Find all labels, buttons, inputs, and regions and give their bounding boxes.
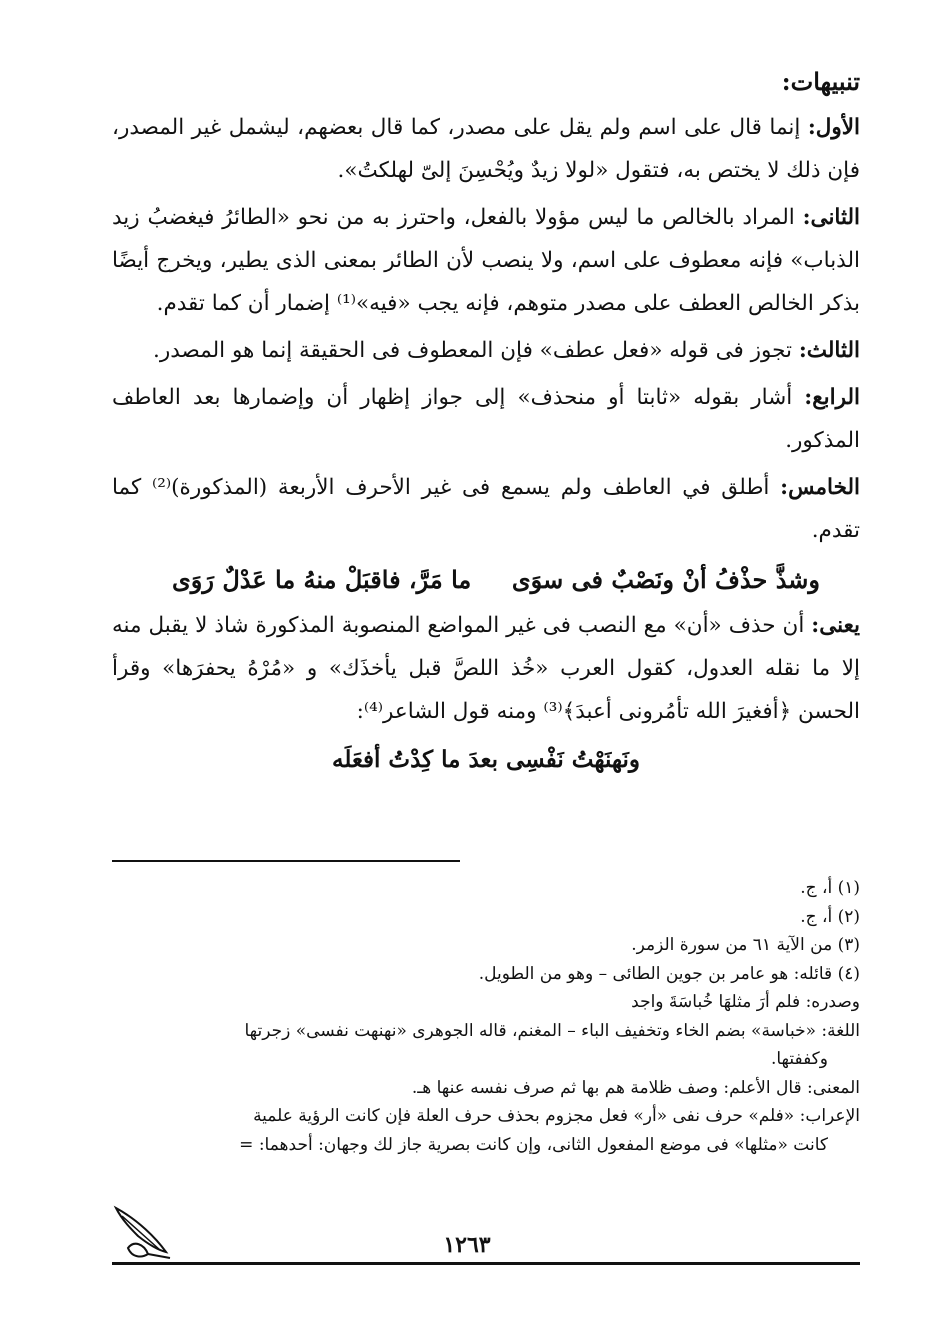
footnote: اللغة: «خباسة» بضم الخاء وتخفيف الباء – المغنم، قاله الجوهرى «نهنهت نفسى» زجرتها <box>244 1020 860 1041</box>
footnote: (٢) أ، ج. <box>800 906 860 927</box>
footnote: كانت «مثلها» فى موضع المفعول الثانى، وإن كانت بصرية جاز لك وجهان: أحدهما: = <box>239 1134 828 1155</box>
footnote: الإعراب: «فلم» حرف نفى «أر» فعل مجزوم بحذف حرف العلة فإن كانت الرؤية علمية <box>253 1106 860 1126</box>
explanation-lead: يعنى: <box>811 613 860 638</box>
verse-second-hemistich: ما مَرَّ، فاقبَلْ منهُ ما عَدْلٌ رَوَى <box>172 565 472 594</box>
footnote: (٤) قائله: هو عامر بن جوين الطائى – وهو من الطويل. <box>478 963 860 984</box>
note-body: المراد بالخالص ما ليس مؤولا بالفعل، واحترز به من نحو «الطائرُ فيغضبُ زيد الذباب» فإنه معطوف على اسم، ولا ينصب لأن الطائر بمعنى الذى يطير، ويخرج أيضًا بذكر الخالص العطف على مصدر متوهم، فإنه يجب «فيه»⁽¹⁾ إضمار أن كما تقدم. <box>112 205 860 316</box>
poetry-line: ونَهنَهْتُ نَفْسِى بعدَ ما كِدْتُ أفعَلَه <box>332 746 640 773</box>
note-first <box>112 106 860 192</box>
footnote: وصدره: فلم أرَ مثلهَا خُباسَةَ واجد <box>631 992 860 1012</box>
note-lead: الثالث: <box>798 338 860 363</box>
section-heading: تنبيهات: <box>781 67 860 96</box>
footnote: المعنى: قال الأعلم: وصف ظلامة هم بها ثم صرف نفسه عنها هـ. <box>411 1077 860 1098</box>
note-body: أشار بقوله «ثابتا أو منحذف» إلى جواز إظهار أن وإضمارها بعد العاطف المذكور. <box>112 385 860 453</box>
footnote: (٣) من الآية ٦١ من سورة الزمر. <box>631 935 860 955</box>
note-body: أطلق في العاطف ولم يسمع فى غير الأحرف الأربعة (المذكورة)⁽²⁾ كما تقدم. <box>112 475 860 543</box>
note-lead: الرابع: <box>804 385 860 410</box>
note-lead: الأول: <box>807 115 860 140</box>
poetry-verse <box>172 556 820 604</box>
note-second <box>112 196 860 325</box>
note-fourth <box>112 376 860 462</box>
verse-first-hemistich: وشذَّ حذْفُ أنْ ونَصْبٌ فى سوَى <box>511 565 820 594</box>
note-fifth <box>112 466 860 552</box>
note-body: إنما قال على اسم ولم يقل على مصدر، كما قال بعضهم، ليشمل غير المصدر، فإن ذلك لا يختص به، فتقول «لولا زيدٌ ويُحْسِنَ إلىّ لهلكتُ». <box>112 115 860 183</box>
footnote: (١) أ، ج. <box>800 878 860 898</box>
page-number: ١٢٦٣ <box>443 1232 491 1258</box>
footnote-divider <box>112 860 460 862</box>
explanation-body: أن حذف «أن» مع النصب فى غير المواضع المنصوبة المذكورة شاذ لا يقبل منه إلا ما نقله العدول، كقول العرب «خُذ اللصَّ قبل يأخذَك» و «مُرْهُ يحفرَها» وقرأ الحسن ﴿أفغيرَ الله تأمُرونى أعبدَ﴾⁽³⁾ ومنه قول الشاعر⁽⁴⁾: <box>112 613 860 724</box>
note-lead: الخامس: <box>780 475 860 500</box>
note-lead: الثانى: <box>802 205 860 230</box>
note-third <box>112 329 860 372</box>
page-bottom-rule <box>112 1262 860 1265</box>
main-text <box>112 62 860 783</box>
explanation-paragraph <box>112 604 860 733</box>
note-body: تجوز فى قوله «فعل عطف» فإن المعطوف فى الحقيقة إنما هو المصدر. <box>153 338 799 363</box>
footnotes <box>112 874 860 1159</box>
footnote: وكففتها. <box>770 1049 828 1069</box>
